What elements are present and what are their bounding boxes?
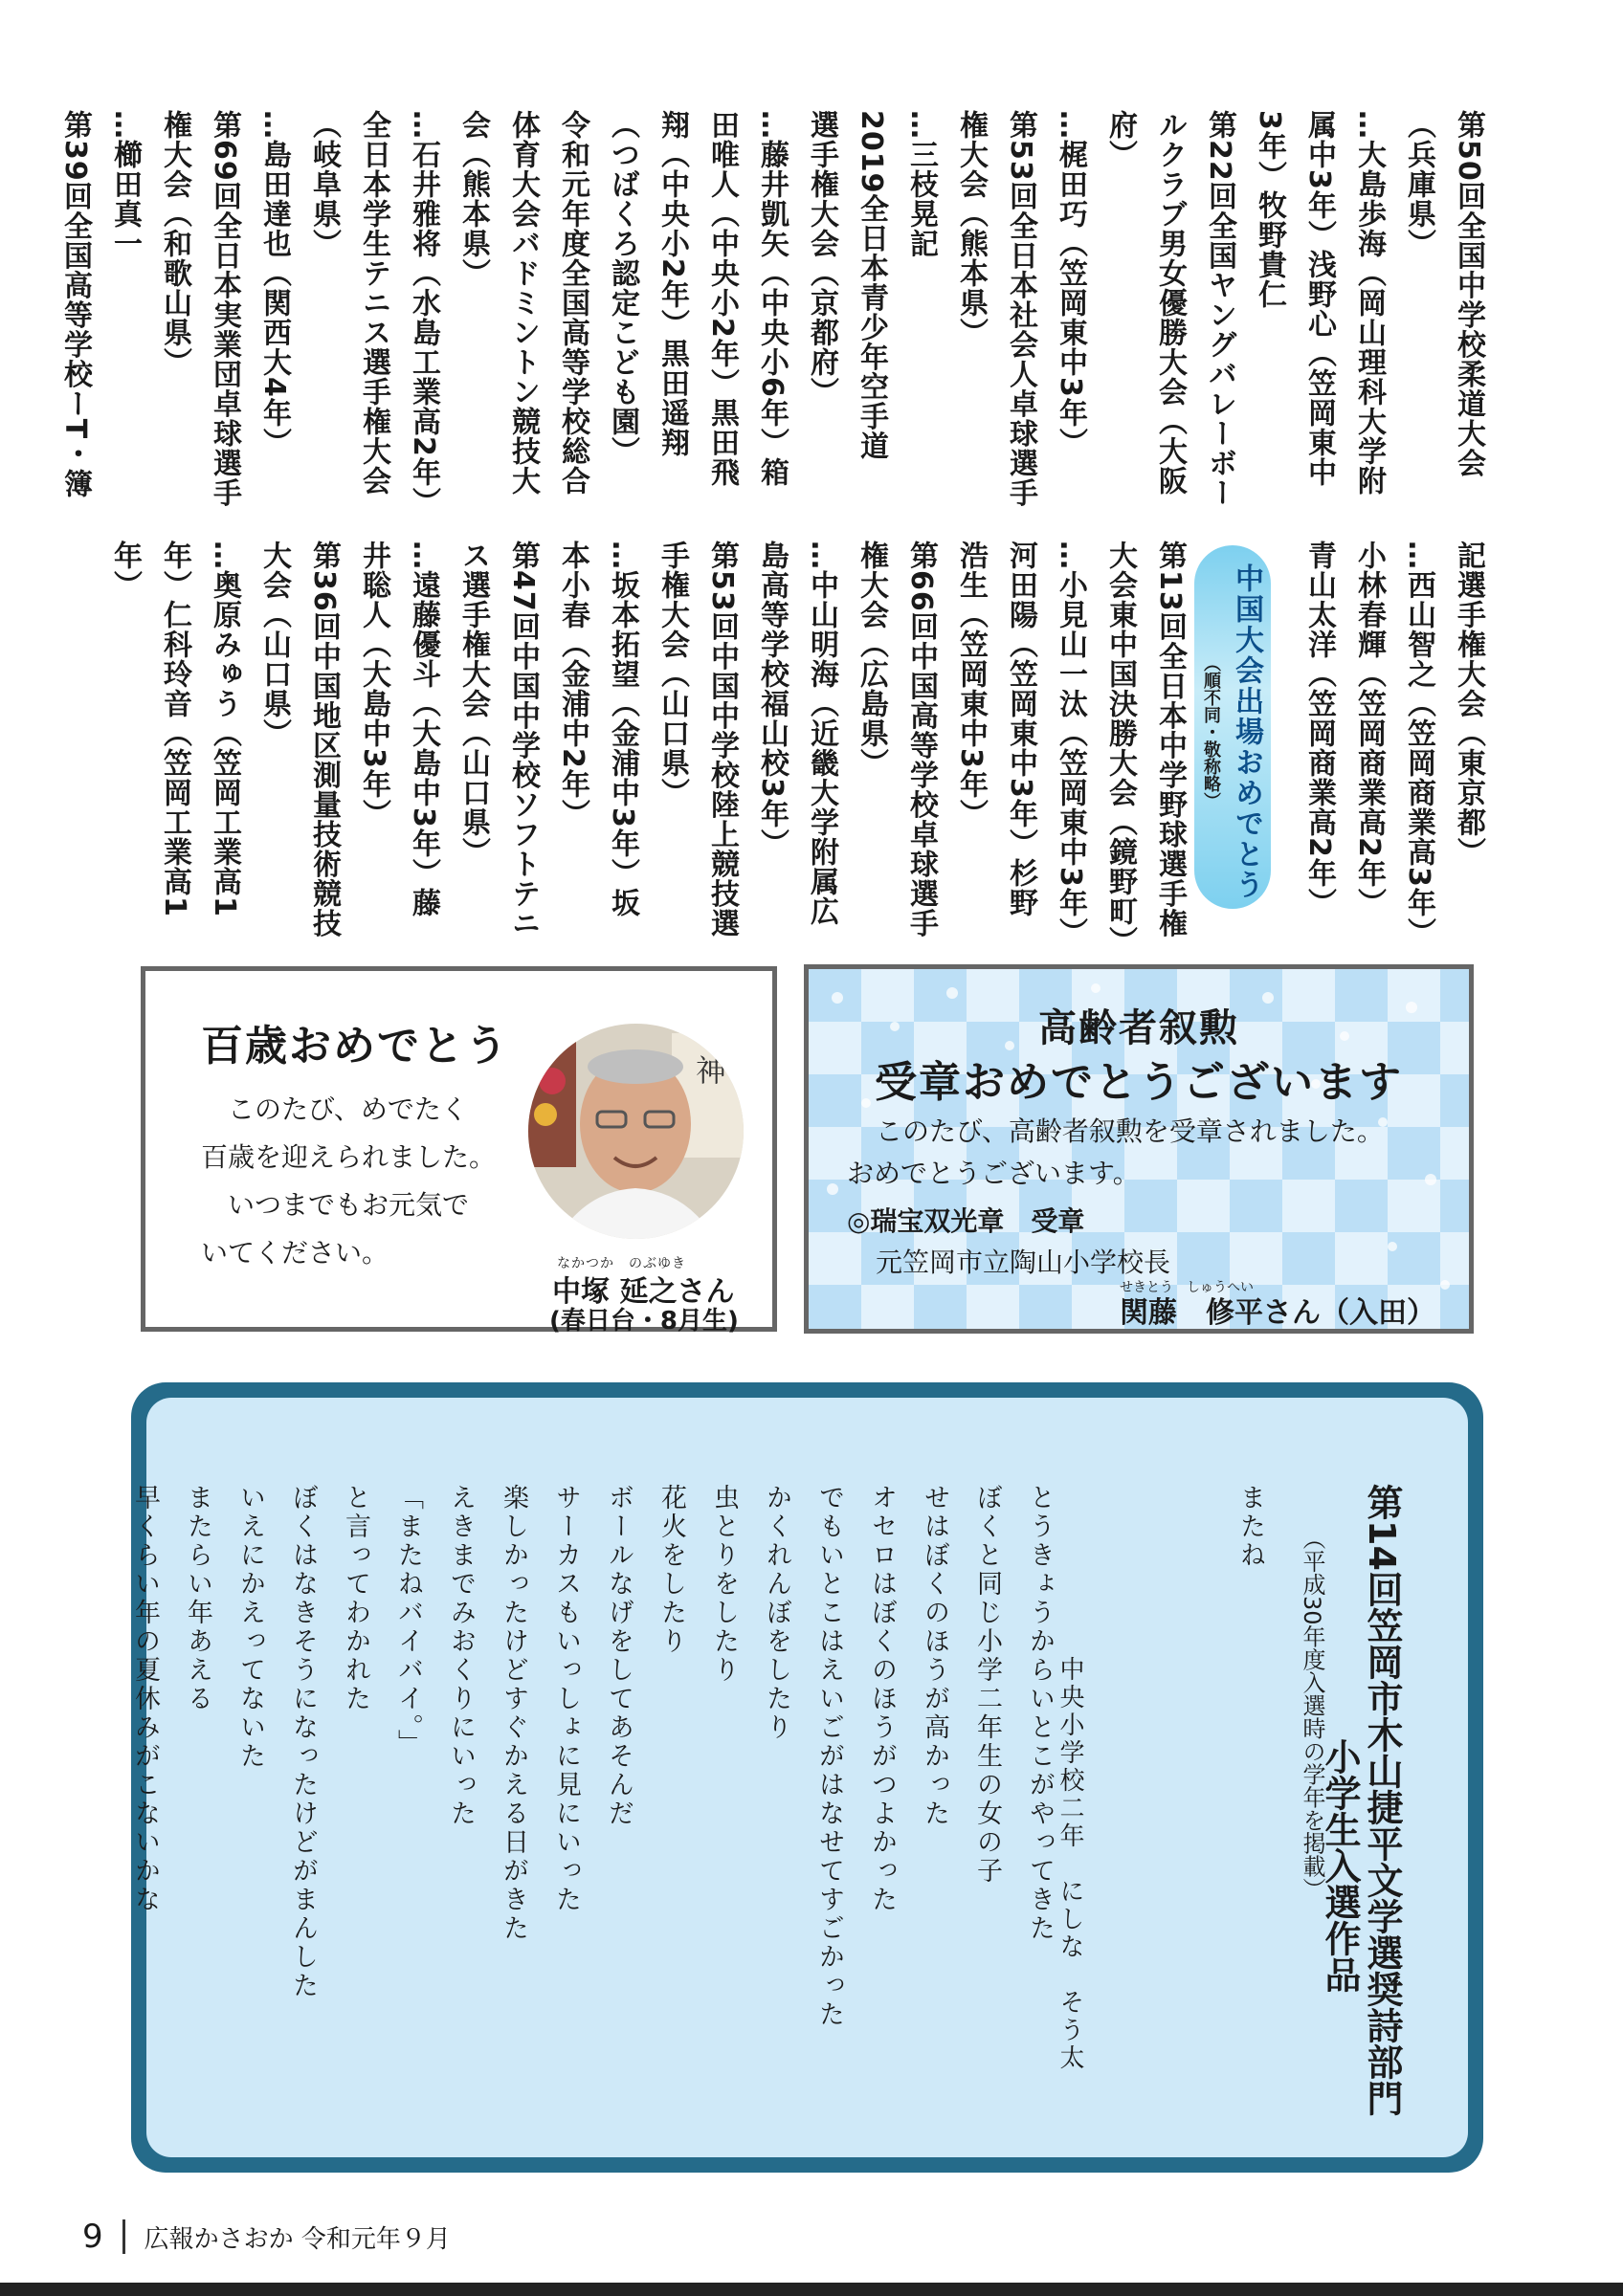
regional-tournament-results: 記選手権大会（東京都） …西山智之（笠岡商業高3年） 小林春輝（笠岡商業高2年） 青山太洋（笠岡商業高2年） 第13回全日本中学野球選手権 大会東中国決勝大会（鏡野町） …小見山一汰（笠岡東中3年） 河田陽（笠岡東中3年）杉野 浩生（笠岡東中3年） 第66回中国高等学校卓球選手 権大会（広島県） …中山明海（近畿大学附属広 島高等学校福山校3年） 第53回中国中学校陸上競技選 手権大会（山口県） …坂本拓望（金浦中3年）坂 本小春（金浦中2年） 第47回中国中学校ソフトテニ ス選手権大会（山口県） …遠藤優斗（大島中3年）藤 井聡人（大島中3年） 第36回中国地区測量技術競技 大会（山口県） …奥原みゅう（笠岡工業高1 年）仁科玲音（笠岡工業高1 年） — [108, 541, 1485, 956]
svg-text:神: 神 — [696, 1052, 727, 1089]
decoration-title: 高齢者叙勲 — [1038, 1006, 1239, 1050]
centenarian-message: このたび、めでたく 百歳を迎えられました。 いつまでもお元気で いてください。 — [201, 1093, 497, 1269]
poem-award-title: 第14回笠岡市木山捷平文学選奨詩部門 小学生入選作品 — [1319, 1484, 1403, 2116]
bottom-bar — [0, 2283, 1623, 2296]
page-footer — [82, 2218, 451, 2256]
centenarian-name: 中塚 延之さん — [552, 1275, 735, 1309]
poem-panel-inner — [130, 1398, 1468, 2157]
centenarian-title: 百歳おめでとう — [201, 1022, 509, 1071]
decoration-award: ◎瑞宝双光章 受章 — [847, 1205, 1085, 1237]
badge-subtitle: （順不同・敬称略） — [1201, 654, 1221, 809]
page-number: 9 — [82, 2218, 103, 2256]
publication-name: 広報かさおか 令和元年９月 — [144, 2224, 451, 2254]
poem-award-panel — [131, 1382, 1483, 2173]
centenarian-place: (春日台・8月生) — [549, 1307, 739, 1336]
poem-award-note: （平成30年度入選時の学年を掲載） — [1299, 1527, 1325, 1901]
badge-title: 中国大会出場おめでとう — [1230, 563, 1263, 900]
decoration-subtitle: 受章おめでとうございます — [875, 1058, 1403, 1107]
recipient-given-ruby: しゅうへい — [1187, 1280, 1254, 1295]
sports-results-listing — [58, 110, 1493, 956]
centenarian-name-ruby: なかつか のぶゆき — [557, 1256, 686, 1271]
centenarian-congratulations-box — [141, 966, 777, 1336]
recipient-surname-ruby: せきとう — [1120, 1280, 1173, 1295]
decoration-congratulations-box — [804, 964, 1474, 1334]
national-tournament-results: 第50回全国中学校柔道大会 （兵庫県） …大島歩海（岡山理科大学附 属中3年）浅野心（笠岡東中 3年）牧野貴仁 第22回全国ヤングバレーボー ルクラブ男女優勝大会（大阪 府） …梶田巧（笠岡東中3年） 第53回全日本社会人卓球選手 権大会（熊本県） …三枝晃記 2019全日本青少年空手道 選手権大会（京都府） …藤井凱矢（中央小6年）箱 田唯人（中央小2年）黒田飛 翔（中央小2年）黒田遥翔 （つばくろ認定こども園） 令和元年度全国高等学校総合 体育大会バドミントン競技大 会（熊本県） …石井雅将（水島工業高2年） 全日本学生テニス選手権大会 （岐阜県） …島田達也（関西大4年） 第69回全日本実業団卓球選手 権大会（和歌山県） …櫛田真一 第39回全国高等学校ーT・簿 — [58, 110, 1485, 517]
portrait-photo — [528, 1024, 744, 1239]
decoration-message-line2: おめでとうございます。 — [847, 1158, 1140, 1189]
poem-body: またね とうきょうからいとこがやってきた ぼくと同じ小学二年生の女の子 せはぼくのほうが高かった オセロはぼくのほうがつよかった でもいとこはえいごがはなせてすごかった かくれんぼをしたり 虫とりをしたり 花火をしたり ボールなげをしてあそんだ サーカスもいっしょに見にいった 楽しかったけどすぐかえる日がきた えきまでみおくりにいった 「またねバイバイ。」 と言ってわかれた ぼくはなきそうになったけどがまんした いえにかえってないた またらい年あえる 早くらい年の夏休みがこないかな — [130, 1484, 1265, 2029]
recipient-role: 元笠岡市立陶山小学校長 — [876, 1247, 1171, 1278]
chugoku-tournament-badge — [1194, 545, 1271, 909]
recipient-name: 関藤 修平さん（入田） — [1120, 1296, 1435, 1330]
poem-author: 中央小学校二年 にしな そう太 — [1056, 1656, 1084, 2072]
footer-separator — [122, 2219, 125, 2254]
decoration-message-line1: このたび、高齢者叙勲を受章されました。 — [876, 1115, 1384, 1147]
